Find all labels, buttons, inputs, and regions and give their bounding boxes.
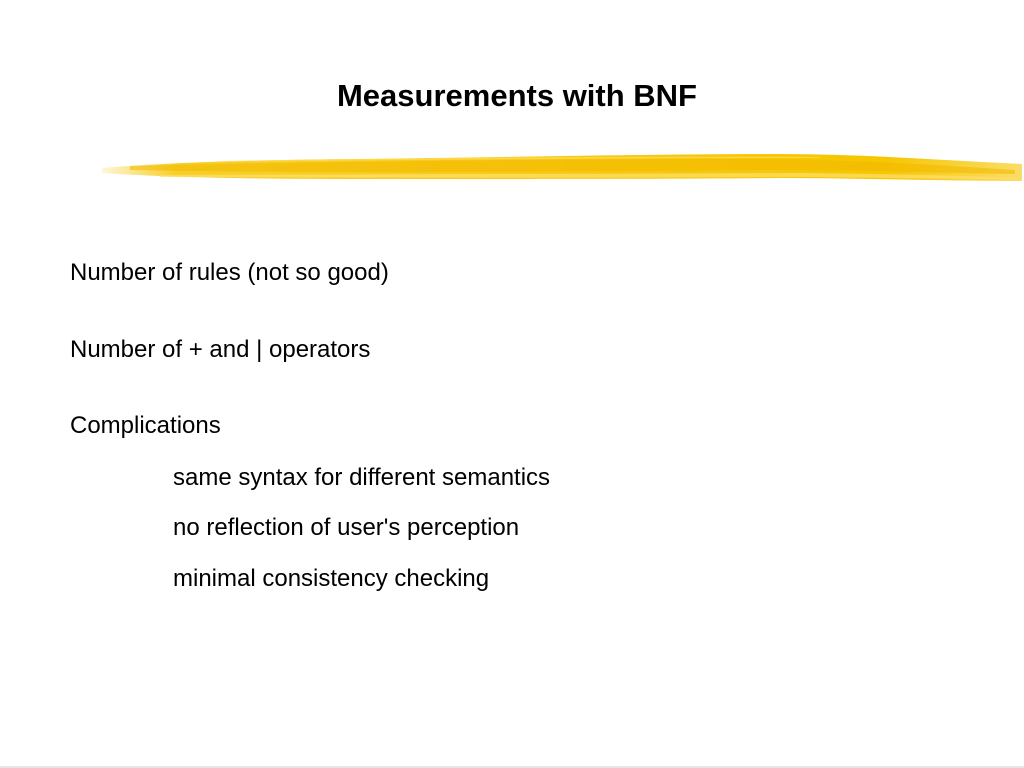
bullet-complications: Complications (70, 412, 221, 439)
sub-bullet-same-syntax: same syntax for different semantics (173, 464, 551, 491)
slide-title: Measurements with BNF (336, 78, 697, 113)
title-underline-brush (100, 148, 1024, 188)
sub-bullet-minimal-consistency: minimal consistency checking (173, 565, 490, 592)
bullet-number-of-operators: Number of + and | operators (70, 336, 371, 363)
bullet-number-of-rules: Number of rules (not so good) (70, 259, 389, 286)
sub-bullet-no-reflection: no reflection of user's perception (173, 514, 520, 541)
